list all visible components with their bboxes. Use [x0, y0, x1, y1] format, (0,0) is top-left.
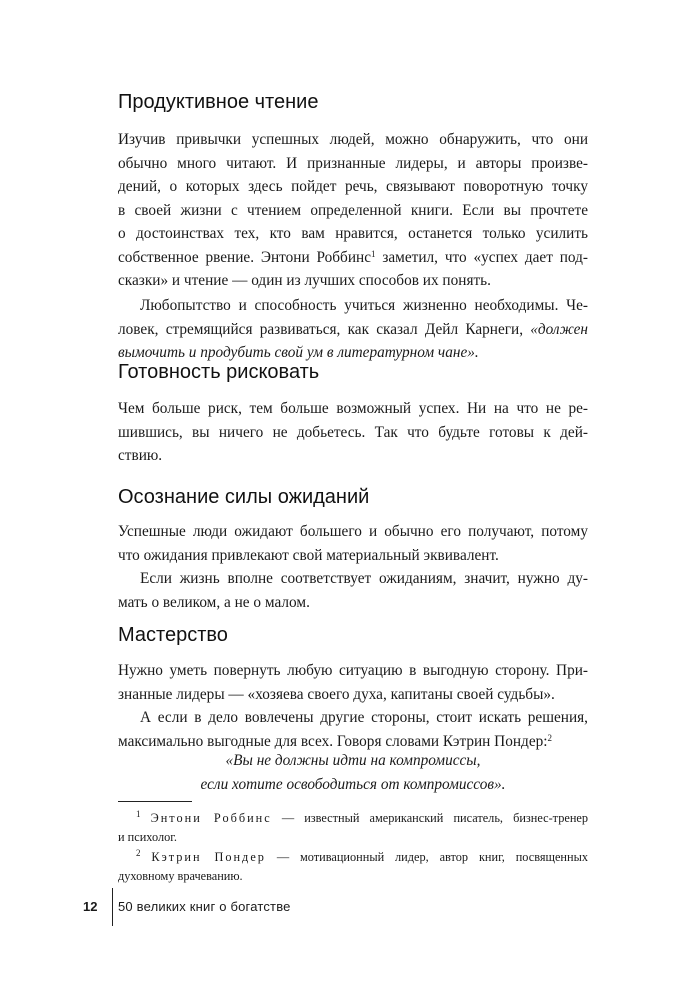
text-line: Нужно уметь повернуть любую ситуацию в выгодную сторону. При- [118, 662, 588, 679]
footnote-ref: 2 [547, 732, 553, 743]
paragraph-mastery-1 [118, 659, 588, 706]
footnote-text: — мотивационный лидер, автор книг, посвященных [265, 850, 589, 864]
footnote-1 [118, 809, 588, 847]
footnote-mark: 2 [136, 848, 141, 858]
section-heading-mastery: Мастерство [118, 624, 228, 646]
text-line [118, 246, 588, 270]
section-heading-expectations: Осознание силы ожиданий [118, 486, 370, 508]
carnegie-quote-end: вымочить и продубить свой ум в литературном чане». [118, 344, 479, 361]
text-span: заметил, что «успех дает под- [375, 248, 589, 266]
footnote-name: Кэтрин Пондер [151, 850, 266, 864]
footnote-line: духовному врачеванию. [118, 869, 243, 883]
footer-divider [112, 888, 113, 926]
paragraph-mastery-2 [118, 706, 588, 753]
text-line [118, 318, 588, 342]
text-line: дений, о которых здесь пойдет речь, связывают поворотную точку [118, 178, 588, 195]
footnote-mark: 1 [136, 809, 141, 819]
paragraph-reading-2 [118, 294, 588, 365]
text-span: максимально выгодные для всех. Говоря словами Кэтрин Пондер: [118, 732, 548, 750]
text-line: Изучив привычки успешных людей, можно обнаружить, что они [118, 131, 588, 148]
section-heading-reading: Продуктивное чтение [118, 91, 319, 113]
text-line: Чем больше риск, тем больше возможный успех. Ни на что не ре- [118, 400, 588, 417]
text-line: Любопытство и способность учиться жизненно необходимы. Че- [140, 297, 588, 314]
text-line: Если жизнь вполне соответствует ожиданиям, значит, нужно ду- [140, 570, 588, 587]
page-number: 12 [83, 899, 98, 914]
paragraph-expectations-2 [118, 567, 588, 614]
paragraph-reading-1 [118, 128, 588, 293]
footnote-line [118, 809, 588, 828]
text-line: шившись, вы ничего не добьетесь. Так что будьте готовы к дей- [118, 423, 588, 441]
carnegie-quote-start: «должен [530, 320, 588, 338]
footnote-text: — известный американский писатель, бизнес-тренер [271, 811, 589, 825]
paragraph-expectations-1 [118, 520, 588, 567]
text-line: знанные лидеры — «хозяева своего духа, капитаны своей судьбы». [118, 685, 555, 703]
text-line: А если в дело вовлечены другие стороны, стоит искать решения, [140, 709, 588, 726]
footnote-line: и психолог. [118, 830, 177, 844]
footnote-ref: 1 [371, 248, 376, 259]
section-heading-risk: Готовность рисковать [118, 361, 320, 383]
text-line: ствию. [118, 447, 163, 464]
text-line: Успешные люди ожидают большего и обычно его получают, потому [118, 523, 588, 540]
text-line: обычно много читают. И признанные лидеры, и авторы произве- [118, 154, 588, 172]
ponder-quote [118, 749, 588, 796]
text-line: о достоинствах тех, кто вам нравится, останется только усилить [118, 225, 588, 242]
footnote-line [118, 848, 588, 867]
footnote-2 [118, 848, 588, 886]
footnote-name: Энтони Роббинс [150, 811, 272, 825]
paragraph-risk [118, 397, 588, 468]
quote-line: «Вы не должны идти на компромиссы, [225, 752, 481, 769]
footnote-divider [118, 801, 192, 802]
text-span: собственное рвение. Энтони Роббинс [118, 248, 371, 266]
text-line: что ожидания привлекают свой материальный эквивалент. [118, 546, 499, 564]
text-line: мать о великом, а не о малом. [118, 593, 310, 611]
text-line: сказки» и чтение — один из лучших способов их понять. [118, 272, 491, 289]
running-head: 50 великих книг о богатстве [118, 899, 291, 914]
text-span: ловек, стремящийся развиваться, как сказал Дейл Карнеги, [118, 320, 531, 338]
text-line: в своей жизни с чтением определенной книги. Если вы прочтете [118, 201, 588, 219]
quote-line: если хотите освободиться от компромиссов». [200, 775, 506, 793]
